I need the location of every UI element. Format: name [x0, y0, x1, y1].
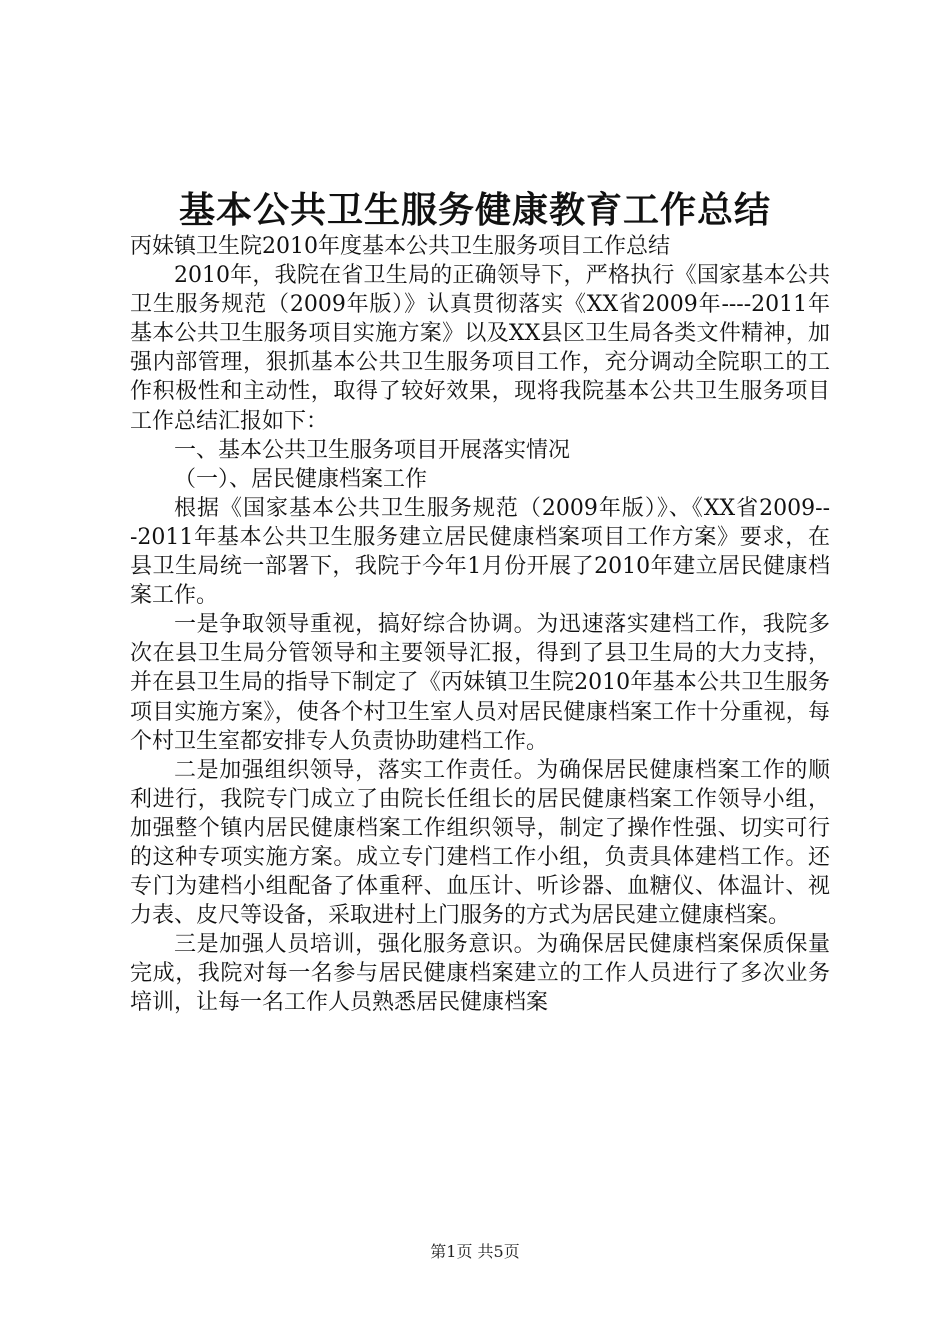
- page-footer: 第1页 共5页: [430, 1242, 520, 1261]
- paragraph-intro: 2010年，我院在省卫生局的正确领导下，严格执行《国家基本公共卫生服务规范（2009年版）》认真贯彻落实《XX省2009年----2011年基本公共卫生服务项目实施方案》以及XX县区卫生局各类文件精神，加强内部管理，狠抓基本公共卫生服务项目工作，充分调动全院职工的工作积极性和主动性，取得了较好效果，现将我院基本公共卫生服务项目工作总结汇报如下：: [130, 263, 830, 434]
- section-heading-1: 一、基本公共卫生服务项目开展落实情况: [174, 437, 571, 463]
- paragraph-basis: 根据《国家基本公共卫生服务规范（2009年版）》、《XX省2009---2011年基本公共卫生服务建立居民健康档案项目工作方案》要求，在县卫生局统一部署下，我院于今年1月份开展了2010年建立居民健康档案工作。: [130, 495, 830, 609]
- document-title: 基本公共卫生服务健康教育工作总结: [178, 189, 771, 231]
- paragraph-point-1: 一是争取领导重视，搞好综合协调。为迅速落实建档工作，我院多次在县卫生局分管领导和主要领导汇报，得到了县卫生局的大力支持，并在县卫生局的指导下制定了《丙妹镇卫生院2010年基本公共卫生服务项目实施方案》，使各个村卫生室人员对居民健康档案工作十分重视，每个村卫生室都安排专人负责协助建档工作。: [130, 612, 830, 754]
- document-body: [130, 232, 830, 1018]
- subsection-heading-1: （一）、居民健康档案工作: [174, 466, 428, 492]
- document-subtitle: 丙妹镇卫生院2010年度基本公共卫生服务项目工作总结: [130, 234, 670, 259]
- paragraph-point-2: 二是加强组织领导，落实工作责任。为确保居民健康档案工作的顺利进行，我院专门成立了由院长任组长的居民健康档案工作领导小组，加强整个镇内居民健康档案工作组织领导，制定了操作性强、切实可行的这种专项实施方案。成立专门建档工作小组，负责具体建档工作。还专门为建档小组配备了体重秤、血压计、听诊器、血糖仪、体温计、视力表、皮尺等设备，采取进村上门服务的方式为居民建立健康档案。: [130, 757, 830, 929]
- paragraph-point-3: 三是加强人员培训，强化服务意识。为确保居民健康档案保质保量完成，我院对每一名参与居民健康档案建立的工作人员进行了多次业务培训，让每一名工作人员熟悉居民健康档案: [130, 932, 830, 1016]
